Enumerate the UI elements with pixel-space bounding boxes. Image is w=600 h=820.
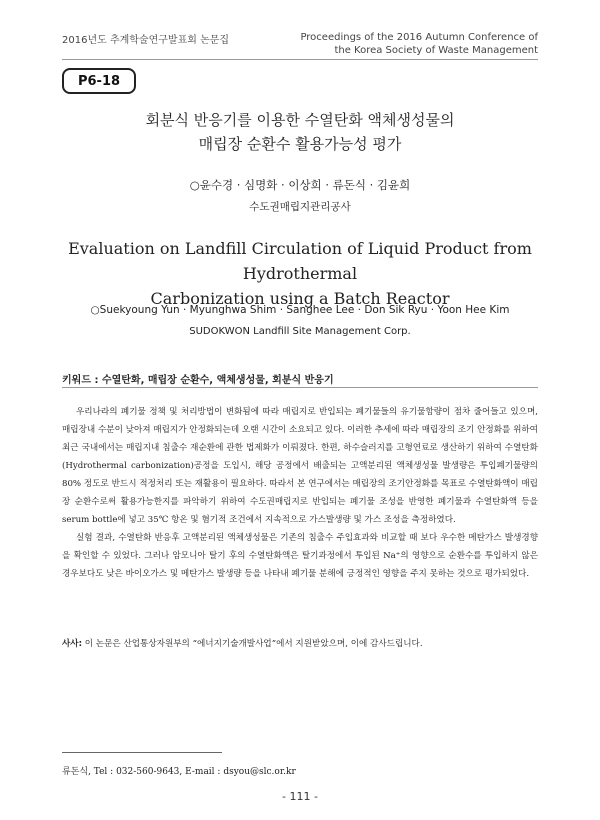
title-korean — [60, 108, 540, 156]
footnote: 류돈식, Tel : 032-560-9643, E-mail : dsyou@slc.or.kr — [62, 767, 296, 777]
abstract-paragraph-2: 실험 결과, 수열탄화 반응후 고액분리된 액체생성물은 기존의 침출수 주입효과와 비교할 때 보다 우수한 메탄가스 발생경향을 확인할 수 있었다. 그러나 암모니아 탈기 후의 수열탄화액은 탈기과정에서 투입된 Na⁺의 영향으로 순환수를 투입하지 않은 경우보다도 낮은 바이오가스 및 메탄가스 발생량 등을 나타내 폐기물 분해에 긍정적인 영향을 주지 못하는 것으로 평가되었다. — [62, 533, 538, 579]
keywords: 키워드 : 수열탄화, 매립장 순환수, 액체생성물, 회분식 반응기 — [62, 375, 334, 386]
header-left: 2016년도 추계학술연구발표회 논문집 — [62, 35, 230, 46]
page-number: - 111 - — [282, 790, 318, 803]
paper-code-badge: P6-18 — [62, 68, 136, 94]
acknowledgement-text: 이 논문은 산업통상자원부의 “에너지기술개발사업”에서 지원받았으며, 이에 감사드립니다. — [82, 639, 423, 649]
header-right-line2: the Korea Society of Waste Management — [334, 45, 538, 56]
acknowledgement-label: 사사: — [62, 639, 83, 649]
title-english-line2: Carbonization using a Batch Reactor — [150, 289, 450, 308]
header-right-line1: Proceedings of the 2016 Autumn Conference of — [300, 32, 538, 43]
affiliation-korean: 수도권매립지관리공사 — [249, 201, 351, 213]
abstract-paragraph-1: 우리나라의 폐기물 정책 및 처리방법이 변화됨에 따라 매립지로 반입되는 폐기물들의 유기물함량이 점차 줄어들고 있으며, 매립장내 수분이 낮아져 매립지가 안정화되는데 오랜 시간이 소요되고 있다. 이러한 추세에 따라 매립장의 조기 안정화를 위하여 최근 국내에서는 매립지내 침출수 재순환에 관한 법제화가 이뤄졌다. 한편, 하수슬러지를 고형연료로 생산하기 위하여 수열탄화(Hydrothermal carbonization)공정을 도입시, 해당 공정에서 배출되는 고액분리된 액체생성물 발생량은 투입폐기물량의 80% 정도로 반드시 적정처리 또는 재활용이 필요하다. 따라서 본 연구에서는 매립장의 조기안정화를 목표로 수열탄화액이 매립장 순환수로써 활용가능한지를 파악하기 위하여 수도권매립지로 반입되는 폐기물 조성을 반영한 폐기물과 수열탄화액 등을 serum bottle에 넣고 35℃ 항온 및 혐기적 조건에서 지속적으로 가스발생량 및 가스 조성을 측정하였다. — [62, 407, 538, 525]
affiliation-english: SUDOKWON Landfill Site Management Corp. — [189, 326, 411, 337]
footnote-rule — [62, 752, 222, 753]
abstract-body — [62, 403, 538, 583]
title-korean-line1: 회분식 반응기를 이용한 수열탄화 액체생성물의 — [145, 111, 455, 129]
keywords-rule — [62, 387, 538, 388]
header-right — [300, 31, 538, 57]
title-korean-line2: 매립장 순환수 활용가능성 평가 — [198, 135, 402, 153]
title-english — [50, 236, 550, 311]
authors-korean: ○윤수경 · 심명화 · 이상희 · 류돈식 · 김윤희 — [189, 178, 411, 192]
header-rule — [62, 59, 538, 60]
acknowledgement — [62, 637, 538, 649]
authors-english: ○Suekyoung Yun · Myunghwa Shim · Sanghee Lee · Don Sik Ryu · Yoon Hee Kim — [90, 304, 510, 316]
title-english-line1: Evaluation on Landfill Circulation of Liquid Product from Hydrothermal — [68, 239, 532, 283]
